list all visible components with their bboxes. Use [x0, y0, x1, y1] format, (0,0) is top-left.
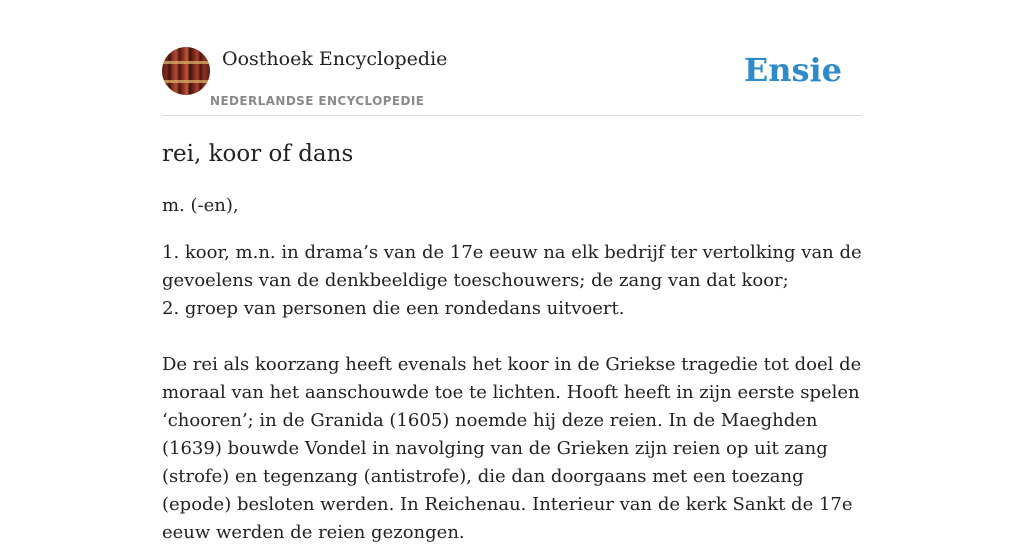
site-subtitle: NEDERLANDSE ENCYCLOPEDIE [210, 94, 425, 108]
definition-list [162, 239, 862, 323]
site-name-link[interactable]: Oosthoek Encyclopedie [222, 48, 448, 70]
definition-item: 1. koor, m.n. in drama’s van de 17e eeuw na elk bedrijf ter vertolking van de gevoelens van de denkbeeldige toeschouwers; de zang van dat koor; [162, 242, 862, 291]
grammar-info: m. (-en), [162, 195, 239, 216]
avatar-band [162, 61, 210, 64]
avatar-band [162, 80, 210, 83]
article-title: rei, koor of dans [162, 141, 354, 167]
article-body: De rei als koorzang heeft evenals het koor in de Griekse tragedie tot doel de moraal van het aanschouwde toe te lichten. Hooft heeft in zijn eerste spelen ‘chooren’; in de Granida (1605) noemde hij deze reien. In de Maeghden (1639) bouwde Vondel in navolging van de Grieken zijn reien op uit zang (strofe) en tegenzang (antistrofe), die dan doorgaans met een toezang (epode) besloten werden. In Reichenau. Interieur van de kerk Sankt de 17e eeuw werden de reien gezongen. [162, 354, 862, 543]
ensie-logo-link[interactable]: Ensie [743, 51, 842, 89]
books-avatar-icon[interactable] [162, 47, 210, 95]
article-page [162, 0, 862, 543]
definition-item: 2. groep van personen die een rondedans uitvoert. [162, 298, 625, 319]
site-header [162, 0, 862, 116]
